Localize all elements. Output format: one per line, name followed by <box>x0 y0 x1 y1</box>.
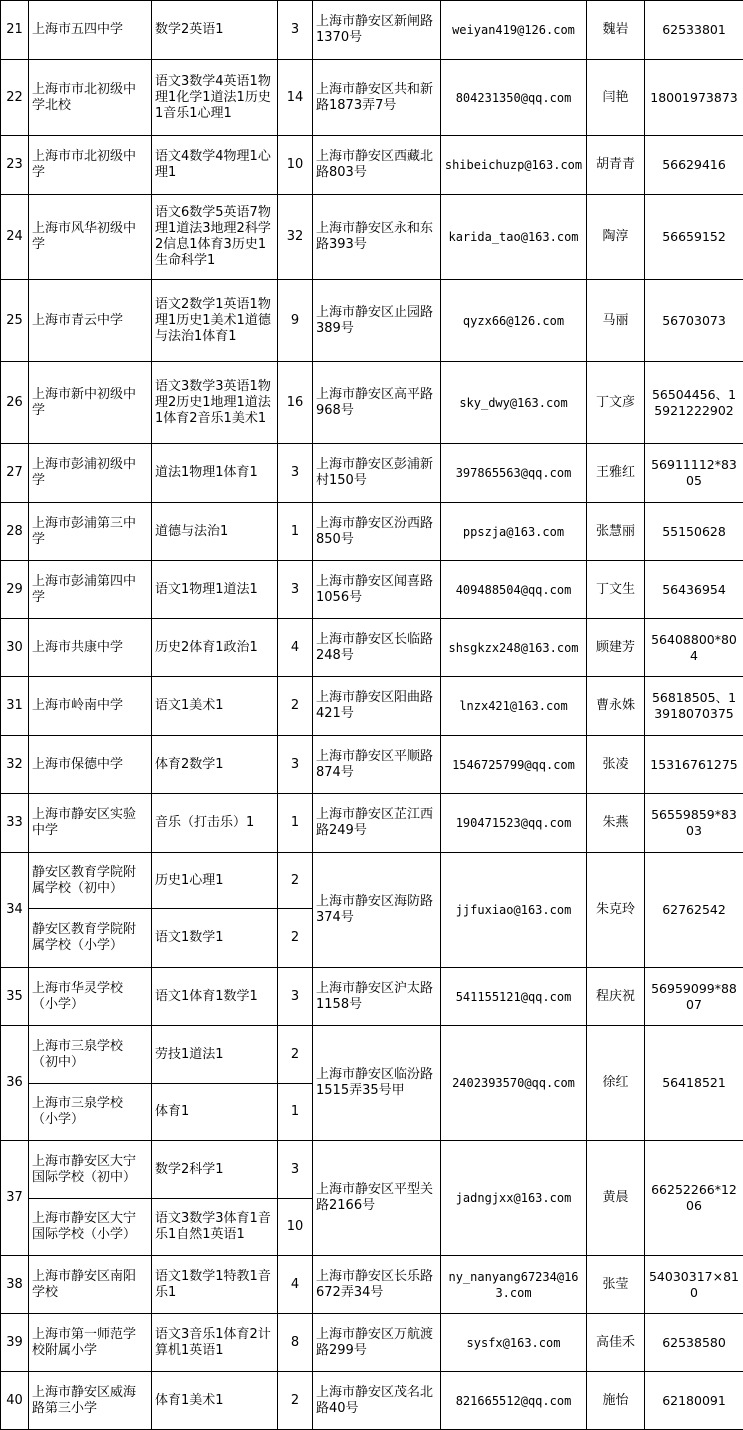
school-name-cell: 静安区教育学院附属学校（初中） <box>29 853 152 909</box>
email-cell: 1546725799@qq.com <box>441 736 587 794</box>
subjects-cell: 语文1美术1 <box>152 677 278 736</box>
contact-person-cell: 曹永姝 <box>587 677 645 736</box>
address-cell: 上海市静安区海防路374号 <box>313 853 441 968</box>
vacancy-count-cell: 8 <box>278 1314 313 1372</box>
school-name-cell: 上海市市北初级中学北校 <box>29 60 152 136</box>
vacancy-count-cell: 10 <box>278 1199 313 1256</box>
contact-person-cell: 顾建芳 <box>587 619 645 677</box>
table-row <box>1 736 743 794</box>
vacancy-count-cell: 2 <box>278 1026 313 1084</box>
contact-person-cell: 魏岩 <box>587 1 645 60</box>
address-cell: 上海市静安区临汾路1515弄35号甲 <box>313 1026 441 1141</box>
vacancy-count-cell: 4 <box>278 619 313 677</box>
phone-cell: 54030317×810 <box>645 1256 743 1314</box>
contact-person-cell: 高佳禾 <box>587 1314 645 1372</box>
phone-cell: 56659152 <box>645 195 743 280</box>
row-number-cell: 24 <box>1 195 29 280</box>
vacancy-count-cell: 10 <box>278 136 313 195</box>
school-name-cell: 上海市静安区南阳学校 <box>29 1256 152 1314</box>
phone-cell: 56418521 <box>645 1026 743 1141</box>
email-cell: karida_tao@163.com <box>441 195 587 280</box>
school-name-cell: 上海市华灵学校（小学） <box>29 968 152 1026</box>
address-cell: 上海市静安区平型关路2166号 <box>313 1141 441 1256</box>
subjects-cell: 体育1 <box>152 1084 278 1141</box>
subjects-cell: 劳技1道法1 <box>152 1026 278 1084</box>
address-cell: 上海市静安区闻喜路1056号 <box>313 561 441 619</box>
contact-person-cell: 丁文彦 <box>587 362 645 444</box>
vacancy-count-cell: 1 <box>278 1084 313 1141</box>
row-number-cell: 38 <box>1 1256 29 1314</box>
subjects-cell: 体育1美术1 <box>152 1372 278 1430</box>
table-row <box>1 362 743 444</box>
school-name-cell: 上海市第一师范学校附属小学 <box>29 1314 152 1372</box>
subjects-cell: 语文4数学4物理1心理1 <box>152 136 278 195</box>
contact-person-cell: 施怡 <box>587 1372 645 1430</box>
email-cell: jadngjxx@163.com <box>441 1141 587 1256</box>
address-cell: 上海市静安区止园路389号 <box>313 280 441 362</box>
vacancy-count-cell: 1 <box>278 503 313 561</box>
address-cell: 上海市静安区万航渡路299号 <box>313 1314 441 1372</box>
address-cell: 上海市静安区永和东路393号 <box>313 195 441 280</box>
school-name-cell: 上海市彭浦初级中学 <box>29 444 152 503</box>
vacancy-count-cell: 3 <box>278 736 313 794</box>
table-row <box>1 195 743 280</box>
table-row <box>1 677 743 736</box>
address-cell: 上海市静安区彭浦新村150号 <box>313 444 441 503</box>
contact-person-cell: 张凌 <box>587 736 645 794</box>
row-number-cell: 29 <box>1 561 29 619</box>
table-row <box>1 1141 743 1199</box>
email-cell: 2402393570@qq.com <box>441 1026 587 1141</box>
vacancy-count-cell: 16 <box>278 362 313 444</box>
row-number-cell: 32 <box>1 736 29 794</box>
school-name-cell: 上海市新中初级中学 <box>29 362 152 444</box>
phone-cell: 56436954 <box>645 561 743 619</box>
school-name-cell: 上海市静安区大宁国际学校（小学） <box>29 1199 152 1256</box>
school-name-cell: 上海市静安区威海路第三小学 <box>29 1372 152 1430</box>
phone-cell: 55150628 <box>645 503 743 561</box>
contact-person-cell: 王雅红 <box>587 444 645 503</box>
subjects-cell: 道法1物理1体育1 <box>152 444 278 503</box>
school-name-cell: 上海市三泉学校（初中） <box>29 1026 152 1084</box>
subjects-cell: 音乐（打击乐）1 <box>152 794 278 853</box>
table-row <box>1 1314 743 1372</box>
address-cell: 上海市静安区西藏北路803号 <box>313 136 441 195</box>
email-cell: qyzx66@126.com <box>441 280 587 362</box>
school-name-cell: 上海市风华初级中学 <box>29 195 152 280</box>
vacancy-count-cell: 2 <box>278 1372 313 1430</box>
vacancy-count-cell: 1 <box>278 794 313 853</box>
row-number-cell: 35 <box>1 968 29 1026</box>
vacancy-count-cell: 2 <box>278 677 313 736</box>
address-cell: 上海市静安区汾西路850号 <box>313 503 441 561</box>
school-name-cell: 上海市静安区大宁国际学校（初中） <box>29 1141 152 1199</box>
subjects-cell: 历史1心理1 <box>152 853 278 909</box>
address-cell: 上海市静安区茂名北路40号 <box>313 1372 441 1430</box>
vacancy-count-cell: 3 <box>278 561 313 619</box>
row-number-cell: 27 <box>1 444 29 503</box>
phone-cell: 62533801 <box>645 1 743 60</box>
subjects-cell: 语文3数学3体育1音乐1自然1英语1 <box>152 1199 278 1256</box>
table-row <box>1 968 743 1026</box>
address-cell: 上海市静安区平顺路874号 <box>313 736 441 794</box>
row-number-cell: 23 <box>1 136 29 195</box>
email-cell: 821665512@qq.com <box>441 1372 587 1430</box>
contact-person-cell: 程庆祝 <box>587 968 645 1026</box>
school-name-cell: 静安区教育学院附属学校（小学） <box>29 909 152 968</box>
contact-person-cell: 张慧丽 <box>587 503 645 561</box>
row-number-cell: 21 <box>1 1 29 60</box>
school-name-cell: 上海市市北初级中学 <box>29 136 152 195</box>
subjects-cell: 语文1物理1道法1 <box>152 561 278 619</box>
phone-cell: 62762542 <box>645 853 743 968</box>
school-name-cell: 上海市彭浦第三中学 <box>29 503 152 561</box>
phone-cell: 56408800*804 <box>645 619 743 677</box>
email-cell: weiyan419@126.com <box>441 1 587 60</box>
phone-cell: 66252266*1206 <box>645 1141 743 1256</box>
email-cell: sky_dwy@163.com <box>441 362 587 444</box>
subjects-cell: 语文1数学1 <box>152 909 278 968</box>
row-number-cell: 31 <box>1 677 29 736</box>
address-cell: 上海市静安区芷江西路249号 <box>313 794 441 853</box>
contact-person-cell: 丁文生 <box>587 561 645 619</box>
address-cell: 上海市静安区共和新路1873弄7号 <box>313 60 441 136</box>
row-number-cell: 39 <box>1 1314 29 1372</box>
vacancy-count-cell: 2 <box>278 909 313 968</box>
contact-person-cell: 朱克玲 <box>587 853 645 968</box>
contact-person-cell: 朱燕 <box>587 794 645 853</box>
table-row <box>1 853 743 909</box>
table-row <box>1 561 743 619</box>
address-cell: 上海市静安区高平路968号 <box>313 362 441 444</box>
address-cell: 上海市静安区长临路248号 <box>313 619 441 677</box>
table-row <box>1 1256 743 1314</box>
address-cell: 上海市静安区长乐路672弄34号 <box>313 1256 441 1314</box>
email-cell: 397865563@qq.com <box>441 444 587 503</box>
email-cell: jjfuxiao@163.com <box>441 853 587 968</box>
phone-cell: 56959099*8807 <box>645 968 743 1026</box>
row-number-cell: 36 <box>1 1026 29 1141</box>
contact-person-cell: 闫艳 <box>587 60 645 136</box>
subjects-cell: 历史2体育1政治1 <box>152 619 278 677</box>
subjects-cell: 体育2数学1 <box>152 736 278 794</box>
email-cell: ppszja@163.com <box>441 503 587 561</box>
school-name-cell: 上海市保德中学 <box>29 736 152 794</box>
table-row <box>1 444 743 503</box>
school-name-cell: 上海市五四中学 <box>29 1 152 60</box>
contact-person-cell: 黄晨 <box>587 1141 645 1256</box>
phone-cell: 56629416 <box>645 136 743 195</box>
table-row <box>1 280 743 362</box>
row-number-cell: 33 <box>1 794 29 853</box>
contact-person-cell: 张莹 <box>587 1256 645 1314</box>
phone-cell: 56559859*8303 <box>645 794 743 853</box>
phone-cell: 56504456、15921222902 <box>645 362 743 444</box>
subjects-cell: 语文3音乐1体育2计算机1英语1 <box>152 1314 278 1372</box>
vacancy-count-cell: 3 <box>278 444 313 503</box>
row-number-cell: 34 <box>1 853 29 968</box>
contact-person-cell: 胡青青 <box>587 136 645 195</box>
row-number-cell: 25 <box>1 280 29 362</box>
row-number-cell: 26 <box>1 362 29 444</box>
email-cell: 409488504@qq.com <box>441 561 587 619</box>
row-number-cell: 22 <box>1 60 29 136</box>
table-row <box>1 1026 743 1084</box>
table-row <box>1 619 743 677</box>
vacancy-count-cell: 3 <box>278 1141 313 1199</box>
address-cell: 上海市静安区阳曲路421号 <box>313 677 441 736</box>
school-name-cell: 上海市岭南中学 <box>29 677 152 736</box>
vacancy-count-cell: 3 <box>278 968 313 1026</box>
email-cell: 541155121@qq.com <box>441 968 587 1026</box>
contact-person-cell: 徐红 <box>587 1026 645 1141</box>
school-name-cell: 上海市静安区实验中学 <box>29 794 152 853</box>
email-cell: shibeichuzp@163.com <box>441 136 587 195</box>
row-number-cell: 40 <box>1 1372 29 1430</box>
table-row <box>1 1372 743 1430</box>
school-name-cell: 上海市三泉学校（小学） <box>29 1084 152 1141</box>
subjects-cell: 语文3数学3英语1物理2历史1地理1道法1体育2音乐1美术1 <box>152 362 278 444</box>
contact-person-cell: 陶淳 <box>587 195 645 280</box>
vacancy-count-cell: 4 <box>278 1256 313 1314</box>
vacancy-count-cell: 9 <box>278 280 313 362</box>
table-row <box>1 136 743 195</box>
table-row <box>1 60 743 136</box>
email-cell: 190471523@qq.com <box>441 794 587 853</box>
school-name-cell: 上海市彭浦第四中学 <box>29 561 152 619</box>
phone-cell: 62538580 <box>645 1314 743 1372</box>
row-number-cell: 28 <box>1 503 29 561</box>
subjects-cell: 语文1数学1特教1音乐1 <box>152 1256 278 1314</box>
subjects-cell: 数学2英语1 <box>152 1 278 60</box>
contact-person-cell: 马丽 <box>587 280 645 362</box>
phone-cell: 56818505、13918070375 <box>645 677 743 736</box>
table-row <box>1 503 743 561</box>
school-name-cell: 上海市青云中学 <box>29 280 152 362</box>
table-row <box>1 794 743 853</box>
subjects-cell: 语文6数学5英语7物理1道法3地理2科学2信息1体育3历史1生命科学1 <box>152 195 278 280</box>
subjects-cell: 语文3数学4英语1物理1化学1道法1历史1音乐1心理1 <box>152 60 278 136</box>
vacancy-count-cell: 14 <box>278 60 313 136</box>
subjects-cell: 数学2科学1 <box>152 1141 278 1199</box>
email-cell: lnzx421@163.com <box>441 677 587 736</box>
table-row <box>1 1 743 60</box>
vacancy-count-cell: 32 <box>278 195 313 280</box>
phone-cell: 18001973873 <box>645 60 743 136</box>
row-number-cell: 30 <box>1 619 29 677</box>
address-cell: 上海市静安区新闸路1370号 <box>313 1 441 60</box>
subjects-cell: 语文2数学1英语1物理1历史1美术1道德与法治1体育1 <box>152 280 278 362</box>
email-cell: 804231350@qq.com <box>441 60 587 136</box>
subjects-cell: 语文1体育1数学1 <box>152 968 278 1026</box>
school-name-cell: 上海市共康中学 <box>29 619 152 677</box>
subjects-cell: 道德与法治1 <box>152 503 278 561</box>
row-number-cell: 37 <box>1 1141 29 1256</box>
phone-cell: 56703073 <box>645 280 743 362</box>
email-cell: sysfx@163.com <box>441 1314 587 1372</box>
email-cell: shsgkzx248@163.com <box>441 619 587 677</box>
phone-cell: 62180091 <box>645 1372 743 1430</box>
vacancy-count-cell: 2 <box>278 853 313 909</box>
email-cell: ny_nanyang67234@163.com <box>441 1256 587 1314</box>
phone-cell: 56911112*8305 <box>645 444 743 503</box>
phone-cell: 15316761275 <box>645 736 743 794</box>
address-cell: 上海市静安区沪太路1158号 <box>313 968 441 1026</box>
vacancy-count-cell: 3 <box>278 1 313 60</box>
